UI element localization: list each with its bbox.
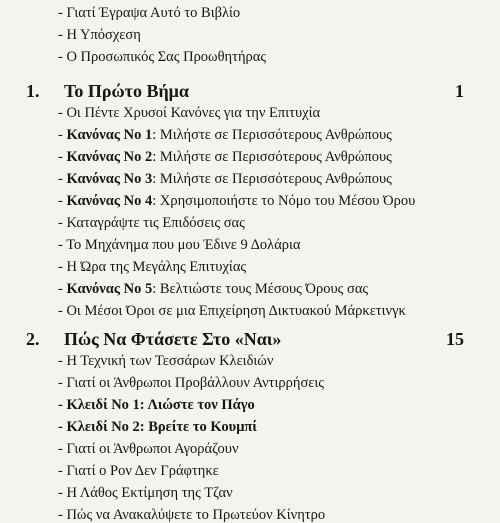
chapter-number: 1. bbox=[26, 81, 40, 101]
rule-label: Κανόνας Νο 3 bbox=[66, 171, 153, 187]
rule-label: Κανόνας Νο 4 bbox=[66, 193, 153, 209]
chapter-title: Το Πρώτο Βήμα bbox=[64, 81, 189, 101]
toc-item: - Κανόνας Νο 5: Βελτιώστε τους Μέσους Όρους σας bbox=[58, 281, 369, 297]
toc-item: - Οι Πέντε Χρυσοί Κανόνες για την Επιτυχία bbox=[58, 105, 321, 121]
toc-item: - Η Υπόσχεση bbox=[58, 27, 141, 43]
rule-label: Κανόνας Νο 5 bbox=[66, 281, 153, 297]
toc-item: - Η Ώρα της Μεγάλης Επιτυχίας bbox=[58, 259, 247, 275]
toc-item: - Κλειδί Νο 1: Λιώστε τον Πάγο bbox=[58, 397, 255, 413]
toc-item: - Γιατί οι Άνθρωποι Προβάλλουν Αντιρρήσεις bbox=[58, 375, 325, 391]
chapter-title: Πώς Να Φτάσετε Στο «Ναι» bbox=[64, 329, 282, 349]
chapter-page-number: 1 bbox=[455, 81, 464, 101]
toc-item: - Ο Προσωπικός Σας Προωθητήρας bbox=[58, 49, 267, 65]
toc-item: - Κανόνας Νο 4: Χρησιμοποιήστε το Νόμο του Μέσου Όρου bbox=[58, 193, 416, 209]
toc-item: - Κανόνας Νο 2: Μιλήστε σε Περισσότερους Ανθρώπους bbox=[58, 149, 392, 165]
toc-item: - Οι Μέσοι Όροι σε μια Επιχείρηση Δικτυακού Μάρκετινγκ bbox=[58, 303, 406, 319]
toc-item: - Κανόνας Νο 3: Μιλήστε σε Περισσότερους Ανθρώπους bbox=[58, 171, 392, 187]
chapter-page-number: 15 bbox=[446, 329, 464, 349]
chapter-number: 2. bbox=[26, 329, 40, 349]
toc-item: - Κανόνας Νο 1: Μιλήστε σε Περισσότερους Ανθρώπους bbox=[58, 127, 392, 143]
toc-item: - Γιατί οι Άνθρωποι Αγοράζουν bbox=[58, 441, 239, 457]
toc-item: - Η Λάθος Εκτίμηση της Τζαν bbox=[58, 485, 233, 501]
toc-item: - Γιατί Έγραψα Αυτό το Βιβλίο bbox=[58, 5, 241, 21]
toc-item: - Καταγράψτε τις Επιδόσεις σας bbox=[58, 215, 245, 231]
toc-item: - Το Μηχάνημα που μου Έδινε 9 Δολάρια bbox=[58, 237, 301, 253]
toc-item: - Η Τεχνική των Τεσσάρων Κλειδιών bbox=[58, 353, 274, 369]
toc-item: - Πώς να Ανακαλύψετε το Πρωτεύον Κίνητρο bbox=[58, 507, 326, 523]
rule-label: Κανόνας Νο 2 bbox=[66, 149, 153, 165]
rule-label: Κανόνας Νο 1 bbox=[66, 127, 153, 143]
toc-item: - Γιατί ο Ρον Δεν Γράφτηκε bbox=[58, 463, 219, 479]
toc-item: - Κλειδί Νο 2: Βρείτε το Κουμπί bbox=[58, 419, 257, 435]
